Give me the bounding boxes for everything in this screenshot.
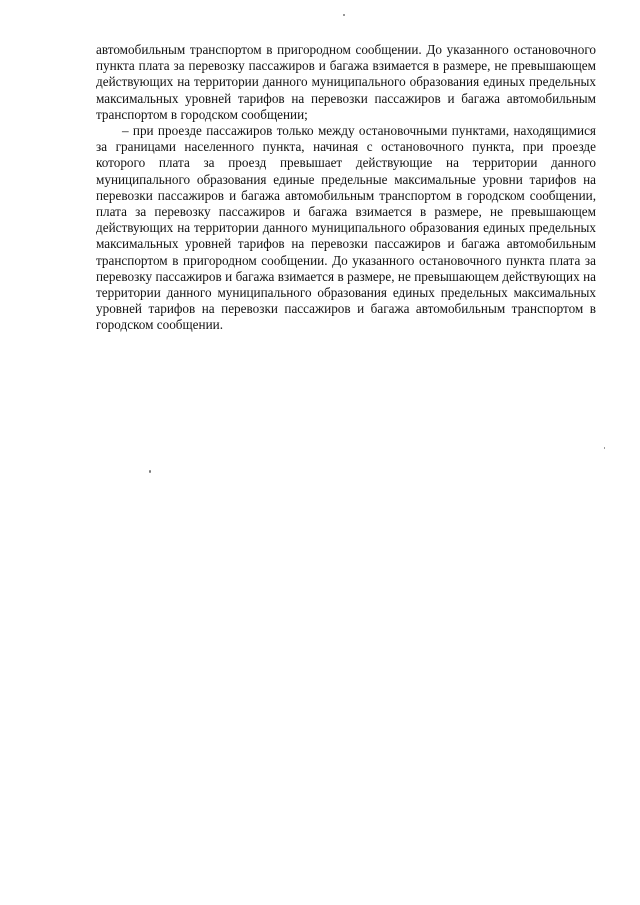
scan-speck — [149, 470, 151, 473]
paragraph-list-item: – при проезде пассажиров только между остановочными пунктами, находящимися за границами населенного пункта, начиная с остановочного пункта, при проезде которого плата за проезд превышает действующие на территории данного муниципального образования единые предельные максимальные уровни тарифов на перевозки пассажиров и багажа автомобильным транспортом в городском сообщении, плата за перевозку пассажиров и багажа взимается в размере, не превышающем действующих на территории данного муниципального образования единых предельных максимальных уровней тарифов на перевозки пассажиров и багажа автомобильным транспортом в пригородном сообщении. До указанного остановочного пункта плата за перевозку пассажиров и багажа взимается в размере, не превышающем действующих на территории данного муниципального образования единых предельных максимальных уровней тарифов на перевозки пассажиров и багажа автомобильным транспортом в городском сообщении. — [96, 123, 596, 333]
scan-speck — [343, 14, 345, 16]
paragraph-continuation: автомобильным транспортом в пригородном сообщении. До указанного остановочного пункта плата за перевозку пассажиров и багажа взимается в размере, не превышающем действующих на территории данного муниципального образования единых предельных максимальных уровней тарифов на перевозки пассажиров и багажа автомобильным транспортом в городском сообщении; — [96, 42, 596, 122]
document-body — [96, 42, 596, 334]
scan-speck — [604, 447, 605, 449]
